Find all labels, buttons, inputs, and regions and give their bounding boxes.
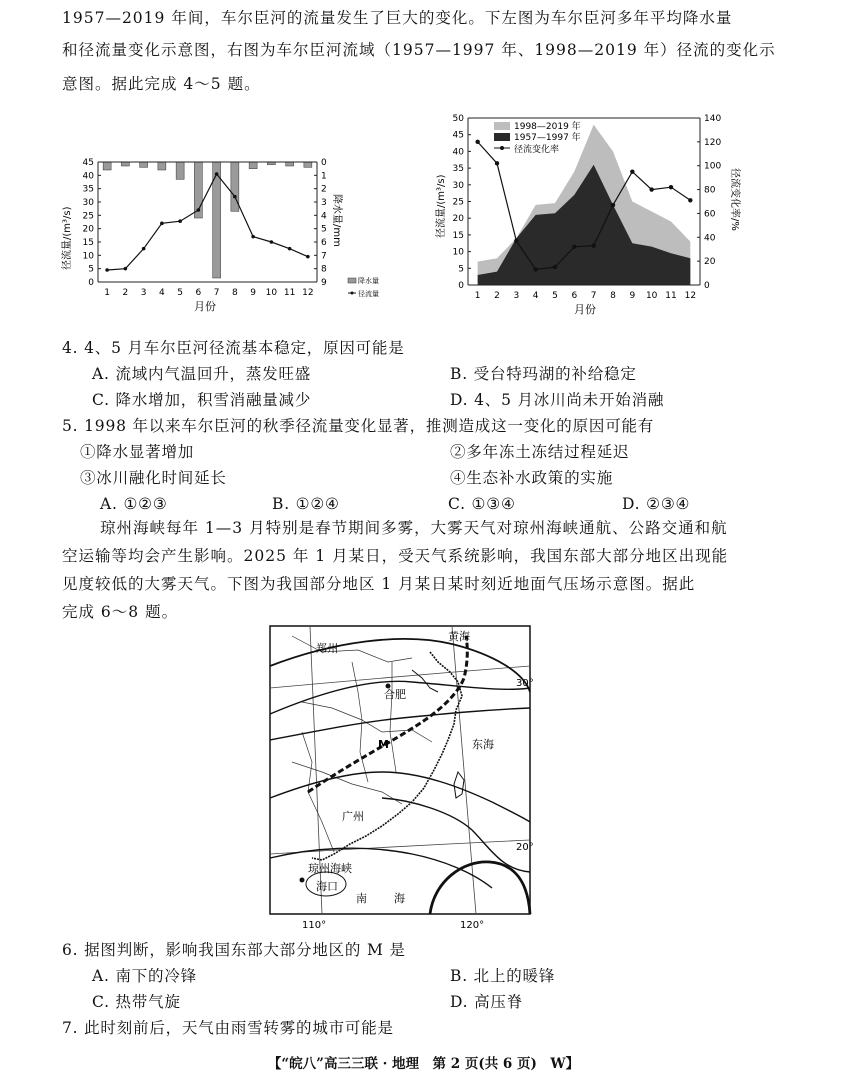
precip-bar (176, 162, 184, 179)
c2-legend-1998: 1998—2019 年 (514, 122, 581, 132)
map-label-huanghai: 黄海 (448, 630, 470, 643)
runoff-point (105, 268, 109, 272)
c2-xtick: 6 (571, 291, 578, 301)
intro2-line-1: 琼州海峡每年 1—3 月特别是春节期间多雾，大雾天气对琼州海峡通航、公路交通和航 (100, 519, 728, 537)
runoff-point (251, 235, 255, 239)
c1-ytick-right: 1 (321, 171, 327, 182)
rate-point (611, 203, 615, 207)
c1-ytick-left: 40 (82, 171, 94, 182)
rate-point (475, 140, 479, 144)
map-label-lon120: 120° (460, 920, 485, 931)
map-label-hefei: 合肥 (384, 688, 406, 701)
map-label-qiongzhou: 琼州海峡 (308, 862, 352, 875)
c1-ylabel-right: 降水量/mm (331, 194, 342, 247)
c2-xtick: 4 (532, 291, 539, 301)
c2-ylabel-right: 径流变化率/% (729, 168, 740, 231)
c1-xtick: 1 (104, 288, 110, 298)
c2-xtick: 8 (610, 291, 616, 301)
c2-ytick-left: 30 (452, 180, 464, 191)
c2-legend-rate: 径流变化率 (514, 145, 560, 155)
precip-bar (286, 162, 294, 166)
c1-ytick-left: 25 (82, 211, 94, 222)
c2-ytick-left: 10 (452, 247, 464, 258)
c1-ytick-right: 2 (321, 184, 327, 195)
map-label-lat20: 20° (516, 842, 534, 853)
c1-xtick: 5 (177, 288, 183, 298)
rate-point (630, 169, 634, 173)
precip-bar (103, 162, 111, 170)
c1-ylabel-left: 径流量/(m³/s) (62, 206, 73, 270)
map-label-guangzhou: 广州 (342, 810, 364, 823)
runoff-point (178, 219, 182, 223)
q6-option-a[interactable]: A. 南下的冷锋 (92, 967, 197, 985)
c2-xtick: 12 (684, 291, 697, 301)
c2-xtick: 2 (494, 291, 500, 301)
runoff-point (270, 240, 274, 244)
rate-point (495, 161, 499, 165)
c1-ytick-right: 4 (321, 211, 327, 222)
runoff-line (107, 174, 308, 270)
c2-ytick-left: 15 (452, 230, 464, 241)
q7-stem: 7. 此时刻前后，天气由雨雪转雾的城市可能是 (62, 1019, 394, 1037)
c2-ytick-left: 0 (458, 281, 464, 291)
c1-ytick-left: 35 (82, 184, 94, 195)
c2-ytick-right: 80 (704, 185, 716, 196)
c1-ytick-left: 0 (88, 278, 94, 288)
c1-ytick-left: 45 (82, 158, 94, 168)
c2-xtick: 11 (665, 291, 677, 301)
precip-runoff-chart (62, 150, 379, 322)
c2-ytick-right: 40 (704, 233, 716, 244)
q4-option-a[interactable]: A. 流域内气温回升，蒸发旺盛 (92, 365, 312, 383)
c2-ytick-right: 0 (704, 281, 710, 291)
c1-ytick-right: 8 (321, 264, 327, 275)
map-label-lat30: 30° (516, 678, 534, 689)
runoff-point (233, 195, 237, 199)
c1-xtick: 3 (140, 288, 147, 298)
c2-xtick: 7 (590, 291, 597, 301)
q5-item-2: ②多年冻土冻结过程延迟 (450, 443, 630, 461)
c2-ytick-left: 40 (452, 147, 464, 158)
c2-legend-1957: 1957—1997 年 (514, 133, 581, 143)
map-label-hai: 海 (394, 892, 405, 905)
q6-option-c[interactable]: C. 热带气旋 (92, 993, 181, 1011)
q5-option-d[interactable]: D. ②③④ (622, 495, 691, 513)
c1-xtick: 9 (250, 288, 256, 298)
precip-bar (304, 162, 312, 167)
c2-ytick-left: 50 (452, 114, 464, 124)
q5-option-a[interactable]: A. ①②③ (100, 495, 168, 513)
c1-legend-runoff: 径流量 (358, 290, 379, 298)
q5-item-4: ④生态补水政策的实施 (450, 469, 614, 487)
q5-item-1: ①降水显著增加 (80, 443, 195, 461)
runoff-point (124, 267, 128, 271)
intro2-line-4: 完成 6～8 题。 (62, 603, 179, 621)
c1-xtick: 12 (302, 288, 314, 298)
runoff-point (215, 172, 219, 176)
c2-ytick-left: 25 (452, 197, 464, 208)
rate-point (533, 267, 537, 271)
c1-ytick-right: 9 (321, 278, 327, 288)
c2-ytick-left: 20 (452, 214, 464, 225)
precip-bar (249, 162, 257, 169)
intro-line-2: 和径流量变化示意图，右图为车尔臣河流域（1957—1997 年、1998—2019 年）径流的变化示 (62, 41, 776, 59)
c1-ytick-left: 15 (82, 238, 94, 248)
q6-option-d[interactable]: D. 高压脊 (450, 993, 524, 1011)
c2-ytick-left: 35 (452, 164, 464, 175)
rate-point (572, 245, 576, 249)
q4-option-b[interactable]: B. 受台特玛湖的补给稳定 (450, 365, 637, 383)
c1-legend-precip: 降水量 (358, 277, 379, 285)
rate-point (688, 198, 692, 202)
precip-bar (140, 162, 148, 167)
pressure-field-map (262, 622, 552, 934)
c2-xtick: 9 (629, 291, 636, 301)
c1-ytick-right: 5 (321, 224, 327, 235)
intro2-line-2: 空运输等均会产生影响。2025 年 1 月某日，受天气系统影响，我国东部大部分地区出现能 (62, 547, 729, 565)
c2-ytick-right: 140 (704, 114, 722, 124)
c2-xtick: 1 (474, 291, 481, 301)
c1-xtick: 6 (195, 288, 202, 298)
c2-ytick-left: 5 (458, 264, 464, 275)
runoff-point (142, 247, 146, 251)
c2-xlabel: 月份 (574, 303, 596, 316)
q5-item-3: ③冰川融化时间延长 (80, 469, 227, 487)
runoff-point (306, 255, 310, 259)
intro-line-3: 意图。据此完成 4～5 题。 (62, 75, 261, 93)
c1-ytick-left: 20 (82, 224, 94, 235)
map-label-m: M (378, 738, 389, 751)
runoff-point (197, 208, 201, 212)
q5-option-c[interactable]: C. ①③④ (448, 495, 516, 513)
c2-ytick-right: 20 (704, 257, 716, 268)
c1-ytick-left: 30 (82, 198, 94, 208)
page-footer: 【“皖八”高三三联 · 地理 第 2 页(共 6 页) W】 (267, 1056, 580, 1072)
c1-xtick: 10 (265, 288, 278, 298)
c1-xtick: 11 (283, 288, 296, 298)
c2-ylabel-left: 径流量/(m³/s) (436, 174, 447, 238)
rate-point (514, 239, 518, 243)
intro2-line-3: 见度较低的大雾天气。下图为我国部分地区 1 月某日某时刻近地面气压场示意图。据此 (62, 575, 696, 593)
precip-bar (121, 162, 129, 166)
runoff-change-chart (432, 108, 752, 320)
c2-xtick: 3 (513, 291, 520, 301)
c1-ytick-right: 0 (321, 158, 327, 168)
c1-xtick: 8 (232, 288, 238, 298)
rate-point (591, 243, 595, 247)
map-label-haikou: 海口 (316, 880, 338, 893)
c1-ytick-right: 6 (321, 238, 327, 248)
runoff-point (160, 222, 164, 226)
map-label-nan: 南 (356, 892, 367, 905)
q4-stem: 4. 4、5 月车尔臣河径流基本稳定，原因可能是 (62, 339, 405, 357)
q6-option-b[interactable]: B. 北上的暖锋 (450, 967, 556, 985)
rate-point (649, 187, 653, 191)
c2-ytick-left: 45 (452, 130, 464, 141)
c2-xtick: 10 (645, 291, 658, 301)
q5-option-b[interactable]: B. ①②④ (272, 495, 340, 513)
c1-ytick-left: 5 (88, 264, 94, 275)
c1-ytick-right: 7 (321, 251, 327, 262)
precip-bar (158, 162, 166, 170)
c1-ytick-left: 10 (82, 251, 94, 262)
c1-xtick: 2 (122, 288, 129, 298)
q5-stem: 5. 1998 年以来车尔臣河的秋季径流量变化显著，推测造成这一变化的原因可能有 (62, 417, 655, 435)
c2-xtick: 5 (552, 291, 558, 301)
map-label-lon110: 110° (302, 920, 327, 931)
rate-point (669, 185, 673, 189)
q4-option-d[interactable]: D. 4、5 月冰川尚未开始消融 (450, 391, 665, 409)
c2-ytick-right: 120 (704, 137, 722, 148)
c1-ytick-right: 3 (321, 198, 327, 208)
map-label-zhengzhou: 郑州 (316, 642, 338, 655)
c2-ytick-right: 60 (704, 209, 716, 220)
c1-xtick: 7 (213, 288, 220, 298)
q6-stem: 6. 据图判断，影响我国东部大部分地区的 M 是 (62, 941, 406, 959)
intro-line-1: 1957—2019 年间，车尔臣河的流量发生了巨大的变化。下左图为车尔臣河多年平均降水量 (62, 9, 733, 27)
rate-point (553, 265, 557, 269)
c2-ytick-right: 100 (704, 161, 722, 172)
runoff-point (288, 247, 292, 251)
c1-xtick: 4 (159, 288, 165, 298)
q4-option-c[interactable]: C. 降水增加，积雪消融量减少 (92, 391, 312, 409)
c1-xlabel: 月份 (194, 300, 216, 313)
map-label-donghai: 东海 (472, 738, 494, 751)
